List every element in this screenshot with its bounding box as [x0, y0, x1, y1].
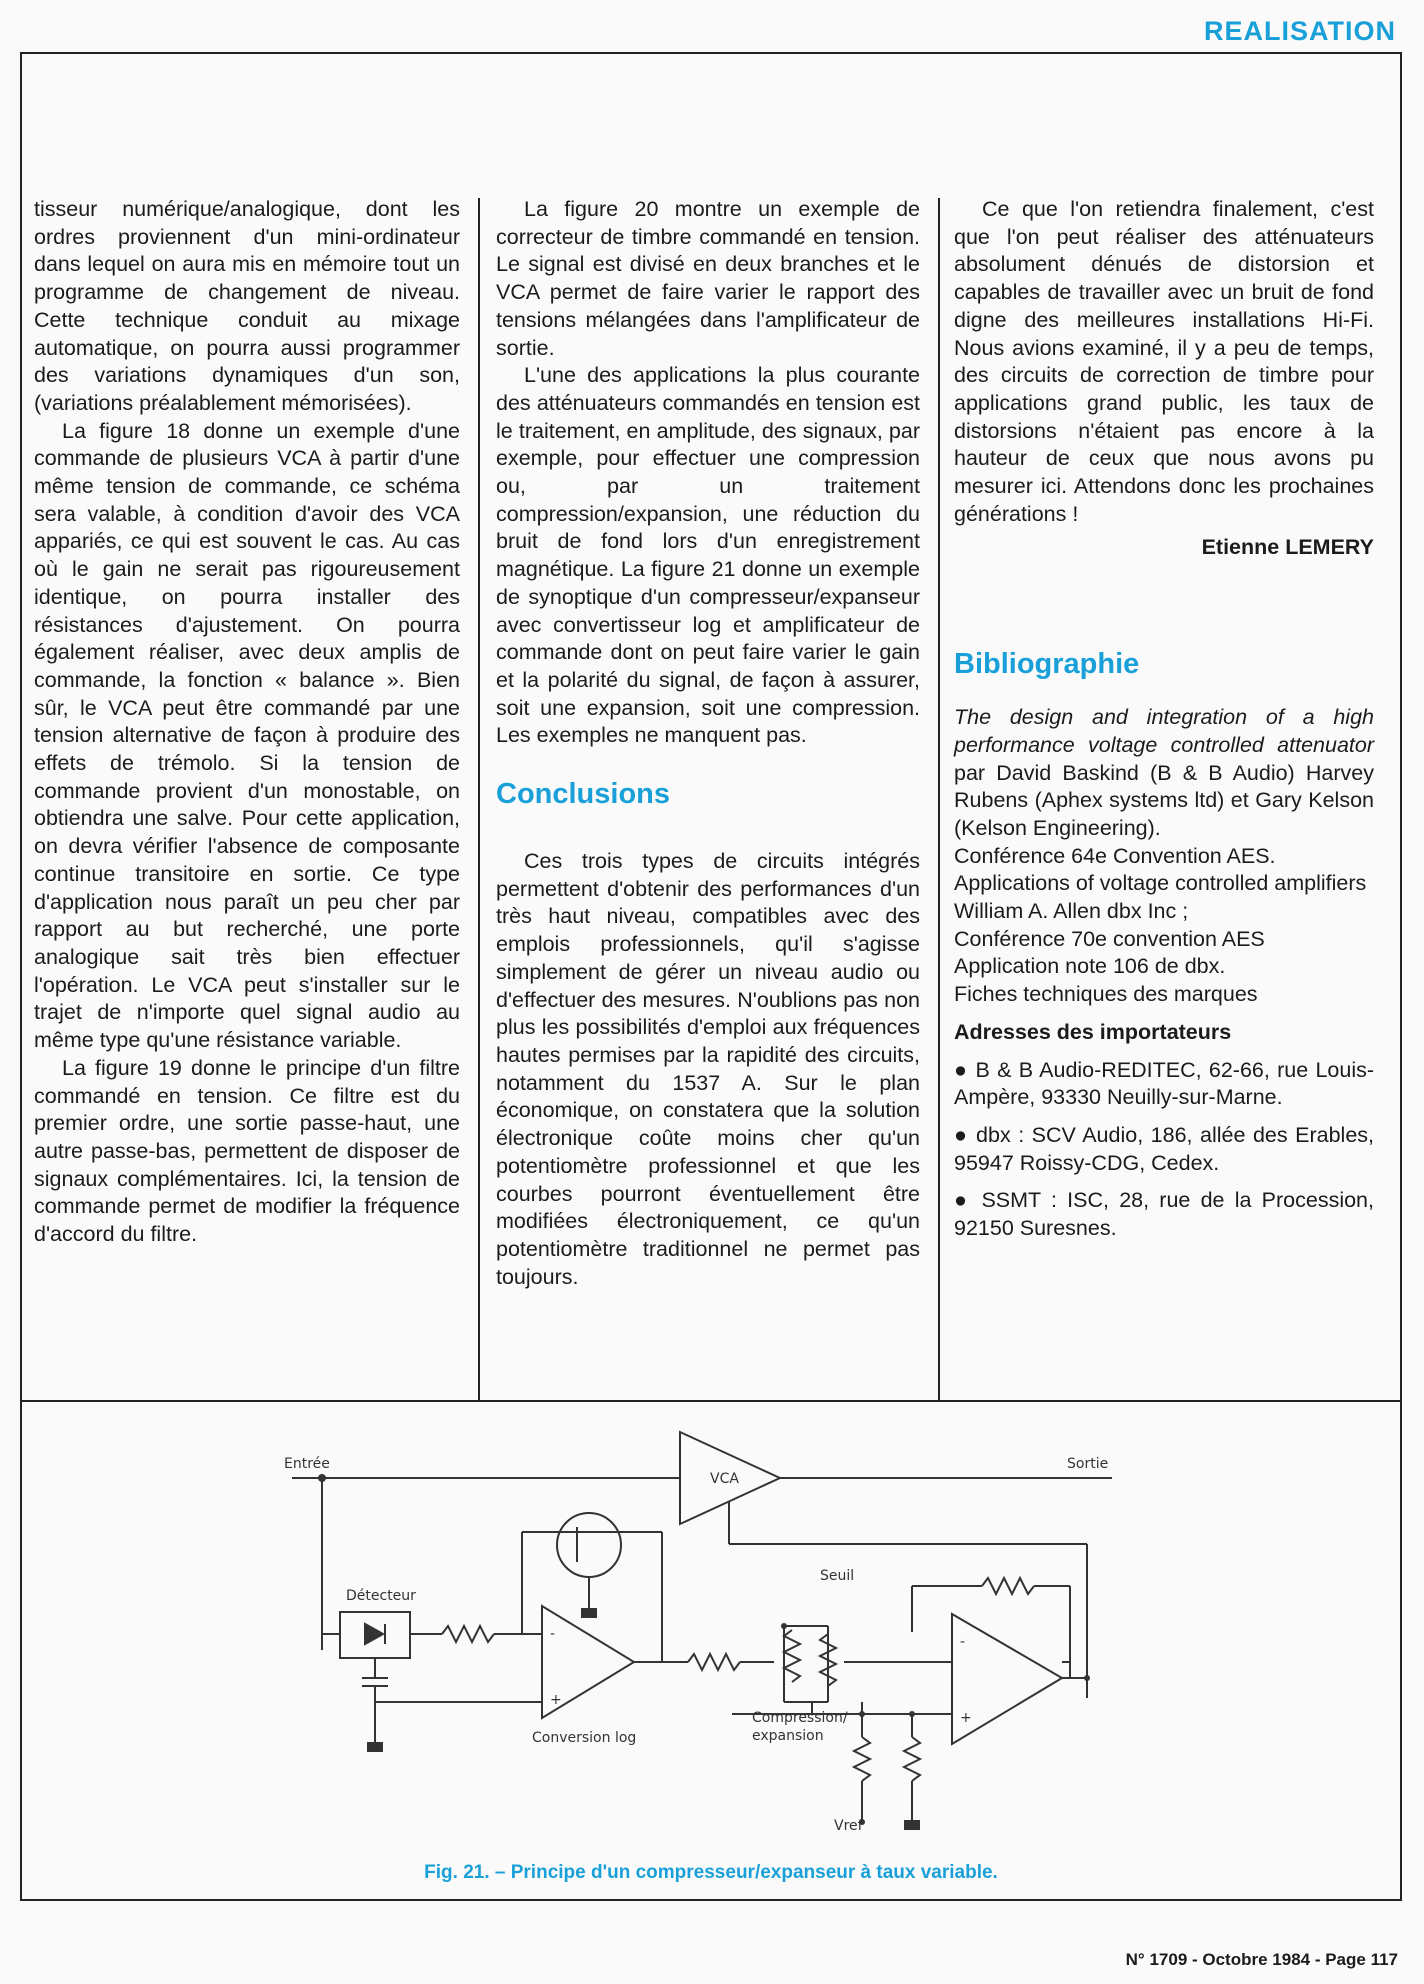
column-1 — [34, 196, 460, 1249]
circuit-diagram — [22, 1402, 1400, 1862]
figure-21 — [22, 1402, 1400, 1899]
bibliography-heading: Bibliographie — [954, 648, 1140, 681]
column-2 — [496, 196, 920, 1291]
right-rule — [1400, 52, 1402, 1900]
seuil-label: Seuil — [820, 1568, 855, 1584]
minus-sign: - — [960, 1634, 966, 1650]
column-divider — [478, 198, 480, 1400]
importer-address: ● B & B Audio-REDITEC, 62-66, rue Louis-Ampère, 93330 Neuilly-sur-Marne. — [954, 1057, 1374, 1110]
column-3 — [954, 196, 1374, 1243]
importers-heading: Adresses des importateurs — [954, 1019, 1232, 1044]
author-signature: Etienne LEMERY — [1201, 535, 1374, 560]
bibliography-list — [954, 843, 1374, 1009]
column-divider — [938, 198, 940, 1400]
bottom-rule — [20, 1899, 1402, 1901]
bibliography-line: Fiches techniques des marques — [954, 982, 1258, 1007]
paragraph: Ce que l'on retiendra finalement, c'est que l'on peut réaliser des atténuateurs absolument dénués de distorsion et capables de travailler avec un bruit de fond digne des meilleures installations Hi-Fi. Nous avions examiné, il y a peu de temps, des circuits de correction de timbre pour applications grand public, les taux de distorsions n'étaient pas encore à la hauteur de ceux que nous avons pu mesurer ici. Attendons donc les prochaines générations ! — [954, 197, 1374, 526]
bibliography-line: Conférence 70e convention AES — [954, 926, 1265, 951]
minus-sign: - — [550, 1626, 556, 1642]
plus-sign: + — [550, 1692, 562, 1708]
bibliography-line: Conférence 64e Convention AES. — [954, 843, 1276, 868]
bibliography-authors: par David Baskind (B & B Audio) Harvey Rubens (Aphex systems ltd) et Gary Kelson (Kelson Engineering). — [954, 760, 1374, 840]
page-footer: N° 1709 - Octobre 1984 - Page 117 — [1125, 1950, 1398, 1969]
entree-label: Entrée — [284, 1456, 330, 1472]
plus-sign: + — [960, 1710, 972, 1726]
bibliography-line: Applications of voltage controlled amplifiers — [954, 871, 1367, 896]
vca-label: VCA — [710, 1471, 739, 1487]
paragraph: Ces trois types de circuits intégrés permettent d'obtenir des performances d'un très haut niveau, compatibles avec des emplois professionnels, qu'il s'agisse simplement de gérer un niveau audio ou d'effectuer des mesures. N'oublions pas non plus les possibilités d'emploi aux fréquences hautes permises par la rapidité des circuits, notamment du 1537 A. Sur le plan économique, on constatera que la solution électronique coûte moins cher qu'un potentiomètre professionnel et que les courbes pourront éventuellement être modifiées électroniquement, ce qu'un potentiomètre traditionnel ne permet pas toujours. — [496, 849, 920, 1289]
bibliography-line: William A. Allen dbx Inc ; — [954, 899, 1189, 924]
expansion-label: expansion — [752, 1728, 824, 1744]
paragraph: La figure 20 montre un exemple de correcteur de timbre commandé en tension. Le signal est divisé en deux branches et le VCA permet de faire varier le rapport des tensions mélangées dans l'amplificateur de sortie. — [496, 197, 920, 360]
bibliography-entry — [954, 704, 1374, 843]
conversion-log-label: Conversion log — [532, 1730, 637, 1746]
top-rule — [20, 52, 1402, 54]
compression-label: Compression/ — [752, 1710, 848, 1726]
section-header: REALISATION — [1204, 16, 1396, 46]
paragraph: La figure 19 donne le principe d'un filtre commandé en tension. Ce filtre est du premier ordre, une sortie passe-haut, une autre passe-bas, permettent de disposer de signaux complémentaires. Ici, la tension de commande permet de modifier la fréquence d'accord du filtre. — [34, 1055, 460, 1247]
paragraph: La figure 18 donne un exemple d'une commande de plusieurs VCA à partir d'une même tension de commande, ce schéma sera valable, à condition d'avoir des VCA appariés, ce qui est souvent le cas. Au cas où le gain ne serait pas rigoureusement identique, on pourra installer des résistances d'ajustement. On pourra également réaliser, avec deux amplis de commande, la fonction « balance ». Bien sûr, le VCA peut être commandé par une tension alternative de façon à produire des effets de trémolo. Si la tension de commande provient d'un monostable, on obtiendra une salve. Pour cette application, on devra vérifier l'absence de composante continue transitoire en sortie. Ce type d'application nous paraît un peu cher par rapport au but recherché, une porte analogique sait très bien effectuer l'opération. Le VCA peut s'installer sur le trajet de n'importe quel signal audio au même type qu'une résistance variable. — [34, 418, 460, 1053]
bibliography-line: Application note 106 de dbx. — [954, 954, 1226, 979]
figure-caption: Fig. 21. – Principe d'un compresseur/expanseur à taux variable. — [424, 1862, 998, 1883]
paragraph: L'une des applications la plus courante des atténuateurs commandés en tension est le traitement, en amplitude, des signaux, par exemple, pour effectuer une compression ou, par un traitement compression/expansion, une réduction du bruit de fond lors d'un enregistrement magnétique. La figure 21 donne un exemple de synoptique d'un compresseur/expanseur avec convertisseur log et amplificateur de commande dont on peut faire varier le gain et la polarité du signal, de façon à assurer, soit une expansion, soit une compression. Les exemples ne manquent pas. — [496, 363, 920, 748]
bibliography-title: The design and integration of a high performance voltage controlled attenuator — [954, 705, 1374, 757]
vref-label: Vref — [834, 1818, 863, 1834]
paragraph: tisseur numérique/analogique, dont les ordres proviennent d'un mini-ordinateur dans lequel on aura mis en mémoire tout un programme de changement de niveau. Cette technique conduit au mixage automatique, on pourra aussi programmer des variations dynamiques d'un son, (variations préalablement mémorisées). — [34, 197, 460, 415]
conclusions-heading: Conclusions — [496, 778, 671, 811]
importer-address: ● dbx : SCV Audio, 186, allée des Erables, 95947 Roissy-CDG, Cedex. — [954, 1122, 1374, 1175]
detecteur-label: Détecteur — [346, 1588, 416, 1604]
importer-address: ● SSMT : ISC, 28, rue de la Procession, 92150 Suresnes. — [954, 1188, 1374, 1241]
sortie-label: Sortie — [1067, 1456, 1109, 1472]
